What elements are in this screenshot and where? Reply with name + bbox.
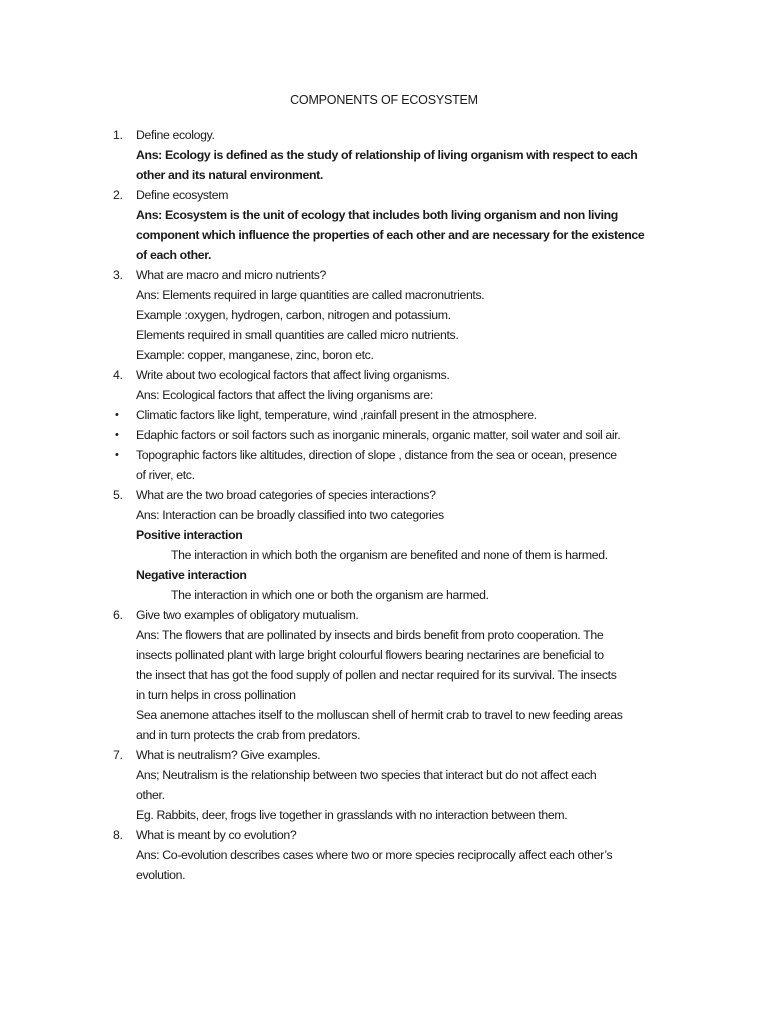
document-title: COMPONENTS OF ECOSYSTEM	[290, 93, 478, 107]
answer-text: Ans: Ecology is defined as the study of relationship of living organism with respect to each	[136, 148, 638, 162]
answer-text: and in turn protects the crab from predators.	[136, 728, 361, 742]
bullet-line	[0, 405, 768, 425]
text-line	[0, 645, 768, 665]
question-text: Give two examples of obligatory mutualism.	[136, 608, 359, 622]
text-line	[0, 665, 768, 685]
question-number: 1.	[113, 128, 123, 142]
answer-text: Ans: Elements required in large quantities are called macronutrients.	[136, 288, 485, 302]
question-number: 2.	[113, 188, 123, 202]
answer-text: Elements required in small quantities are called micro nutrients.	[136, 328, 459, 342]
question-line	[0, 125, 768, 145]
text-line	[0, 325, 768, 345]
question-text: What is meant by co evolution?	[136, 828, 297, 842]
section-heading: other and its natural environment.	[136, 168, 323, 182]
answer-text: Climatic factors like light, temperature, wind ,rainfall present in the atmosphere.	[136, 408, 537, 422]
section-heading: Negative interaction	[136, 568, 247, 582]
text-line	[0, 765, 768, 785]
question-number: 3.	[113, 268, 123, 282]
answer-text: Ans; Neutralism is the relationship between two species that interact but do not affect each	[136, 768, 597, 782]
question-number: 5.	[113, 488, 123, 502]
text-line	[0, 285, 768, 305]
answer-text: Edaphic factors or soil factors such as inorganic minerals, organic matter, soil water and soil air.	[136, 428, 621, 442]
question-line	[0, 265, 768, 285]
answer-text: Example: copper, manganese, zinc, boron etc.	[136, 348, 374, 362]
answer-text: Example :oxygen, hydrogen, carbon, nitrogen and potassium.	[136, 308, 451, 322]
text-line	[0, 685, 768, 705]
answer-text: Sea anemone attaches itself to the molluscan shell of hermit crab to travel to new feeding areas	[136, 708, 623, 722]
answer-text: in turn helps in cross pollination	[136, 688, 296, 702]
text-line	[0, 785, 768, 805]
answer-text: the insect that has got the food supply of pollen and nectar required for its survival. The insects	[136, 668, 617, 682]
text-line	[0, 465, 768, 485]
question-line	[0, 485, 768, 505]
bullet-line	[0, 445, 768, 465]
section-heading: Positive interaction	[136, 528, 243, 542]
text-line	[0, 545, 768, 565]
answer-text: other.	[136, 788, 165, 802]
answer-text: Ans: Co-evolution describes cases where two or more species reciprocally affect each other’s	[136, 848, 613, 862]
bullet-marker: •	[115, 429, 119, 441]
bullet-marker: •	[115, 409, 119, 421]
answer-text: The interaction in which one or both the organism are harmed.	[171, 588, 489, 602]
answer-text: Ans: Interaction can be broadly classified into two categories	[136, 508, 444, 522]
question-text: Write about two ecological factors that affect living organisms.	[136, 368, 450, 382]
text-line	[0, 805, 768, 825]
bullet-marker: •	[115, 449, 119, 461]
answer-text: of river, etc.	[136, 468, 195, 482]
text-line	[0, 165, 768, 185]
question-line	[0, 605, 768, 625]
text-line	[0, 865, 768, 885]
text-line	[0, 525, 768, 545]
document-body	[0, 125, 768, 885]
answer-text: Eg. Rabbits, deer, frogs live together in grasslands with no interaction between them.	[136, 808, 568, 822]
question-line	[0, 745, 768, 765]
question-text: What is neutralism? Give examples.	[136, 748, 321, 762]
text-line	[0, 145, 768, 165]
section-heading: of each other.	[136, 248, 212, 262]
question-number: 8.	[113, 828, 123, 842]
text-line	[0, 845, 768, 865]
text-line	[0, 225, 768, 245]
answer-text: Topographic factors like altitudes, direction of slope , distance from the sea or ocean, presence	[136, 448, 617, 462]
text-line	[0, 565, 768, 585]
text-line	[0, 345, 768, 365]
text-line	[0, 725, 768, 745]
question-number: 4.	[113, 368, 123, 382]
text-line	[0, 205, 768, 225]
answer-text: evolution.	[136, 868, 186, 882]
question-number: 7.	[113, 748, 123, 762]
text-line	[0, 705, 768, 725]
question-text: What are the two broad categories of species interactions?	[136, 488, 436, 502]
text-line	[0, 585, 768, 605]
bullet-line	[0, 425, 768, 445]
answer-text: insects pollinated plant with large bright colourful flowers bearing nectarines are beneficial to	[136, 648, 604, 662]
question-line	[0, 825, 768, 845]
section-heading: component which influence the properties of each other and are necessary for the existence	[136, 228, 645, 242]
question-text: Define ecosystem	[136, 188, 229, 202]
answer-text: Ans: Ecological factors that affect the living organisms are:	[136, 388, 433, 402]
answer-text: Ans: Ecosystem is the unit of ecology that includes both living organism and non living	[136, 208, 618, 222]
question-number: 6.	[113, 608, 123, 622]
answer-text: The interaction in which both the organism are benefited and none of them is harmed.	[171, 548, 608, 562]
text-line	[0, 505, 768, 525]
question-line	[0, 185, 768, 205]
answer-text: Ans: The flowers that are pollinated by insects and birds benefit from proto cooperation. The	[136, 628, 604, 642]
text-line	[0, 625, 768, 645]
question-text: Define ecology.	[136, 128, 215, 142]
text-line	[0, 385, 768, 405]
question-text: What are macro and micro nutrients?	[136, 268, 327, 282]
question-line	[0, 365, 768, 385]
text-line	[0, 245, 768, 265]
text-line	[0, 305, 768, 325]
